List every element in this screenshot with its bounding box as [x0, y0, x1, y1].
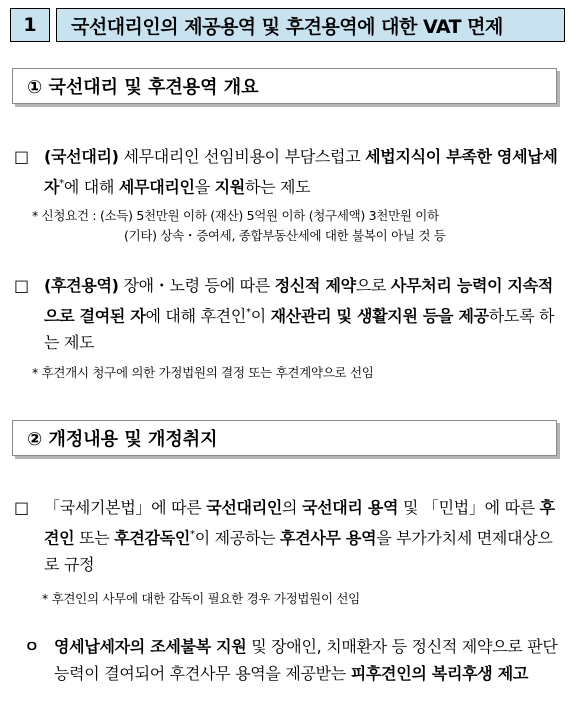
item-text — [44, 143, 562, 200]
item-text — [54, 633, 562, 687]
item-text — [44, 272, 562, 356]
text-run: 또는 — [74, 528, 115, 548]
text-run: 이 제공하는 — [194, 528, 281, 548]
text-run: 정신적 제약 — [274, 276, 356, 295]
text-run: 하는 제도 — [244, 177, 311, 197]
item-national-agent — [14, 143, 562, 200]
text-run: (국선대리) — [44, 147, 119, 166]
item-purpose — [24, 633, 562, 687]
section-2-box — [12, 420, 557, 456]
note-line: * 후견인의 사무에 대한 감독이 필요한 경우 가정법원이 선임 — [42, 591, 360, 606]
text-run: 에 대해 후견인 — [145, 306, 246, 326]
text-run: 세무대리인 선임비용이 부담스럽고 — [118, 147, 366, 166]
text-run: 「국세기본법」에 따른 — [44, 498, 207, 517]
note-application-requirements — [32, 206, 446, 246]
text-run: 세법지식이 부족한 영세납세자 — [44, 147, 558, 197]
note-supervisor-appointment — [42, 589, 360, 609]
text-run: 후견사무 용역 — [280, 528, 377, 548]
note-guardian-appointment — [32, 363, 374, 383]
checkbox-bullet: □ — [14, 147, 29, 166]
text-run: 하도록 하는 제도 — [44, 306, 555, 353]
text-run: 및 장애인, 치매환자 등 정신적 제약으로 판단능력이 결여되어 후견사무 용역을 제공받는 — [54, 637, 558, 683]
header-title: 국선대리인의 제공용역 및 후견용역에 대한 VAT 면제 — [56, 8, 565, 42]
footnote-mark: * — [189, 529, 195, 540]
item-guardianship — [14, 272, 562, 356]
footnote-mark: * — [246, 307, 251, 318]
section-1-title: ① 국선대리 및 후견용역 개요 — [27, 77, 259, 98]
text-run: 사무처리 능력이 지속적으로 결여된 자 — [44, 276, 554, 326]
text-run: 국선대리 용역 — [301, 498, 399, 517]
text-run: 후견감독인 — [114, 528, 190, 548]
text-run: 재산관리 및 생활지원 등을 제공 — [270, 306, 489, 326]
text-run: 의 — [282, 498, 302, 517]
checkbox-bullet: □ — [14, 276, 29, 295]
text-run: 세무대리인 — [118, 177, 195, 197]
text-run: 을 부가가치세 면제대상으로 규정 — [44, 528, 553, 575]
section-2-title: ② 개정내용 및 개정취지 — [27, 429, 218, 450]
text-run: 장애・노령 등에 따른 — [118, 276, 275, 295]
header-number: 1 — [10, 8, 50, 42]
text-run: 후견인 — [44, 498, 555, 548]
text-run: (후견용역) — [44, 276, 119, 295]
item-text — [44, 494, 562, 578]
section-1-box — [12, 68, 557, 104]
note-line: (기타) 상속・증여세, 종합부동산세에 대한 불복이 아닐 것 등 — [124, 228, 446, 243]
text-run: 영세납세자의 조세불복 지원 — [54, 637, 247, 656]
text-run: 으로 — [355, 276, 391, 295]
text-run: 및 「민법」에 따른 — [398, 498, 540, 517]
text-run: 이 — [250, 306, 271, 326]
checkbox-bullet: □ — [14, 498, 29, 517]
circle-bullet: ㅇ — [24, 637, 40, 656]
text-run: 을 — [194, 177, 215, 197]
item-amendment — [14, 494, 562, 578]
text-run: 지원 — [214, 177, 245, 197]
note-line: * 신청요건 : (소득) 5천만원 이하 (재산) 5억원 이하 (청구세액) 3천만원 이하 — [32, 208, 439, 223]
text-run: 피후견인의 복리후생 제고 — [350, 664, 529, 683]
header — [10, 8, 565, 42]
footnote-mark: * — [59, 178, 64, 189]
note-line: * 후견개시 청구에 의한 가정법원의 결정 또는 후견계약으로 선임 — [32, 365, 374, 380]
text-run: 에 대해 — [63, 177, 119, 197]
text-run: 국선대리인 — [206, 498, 283, 517]
